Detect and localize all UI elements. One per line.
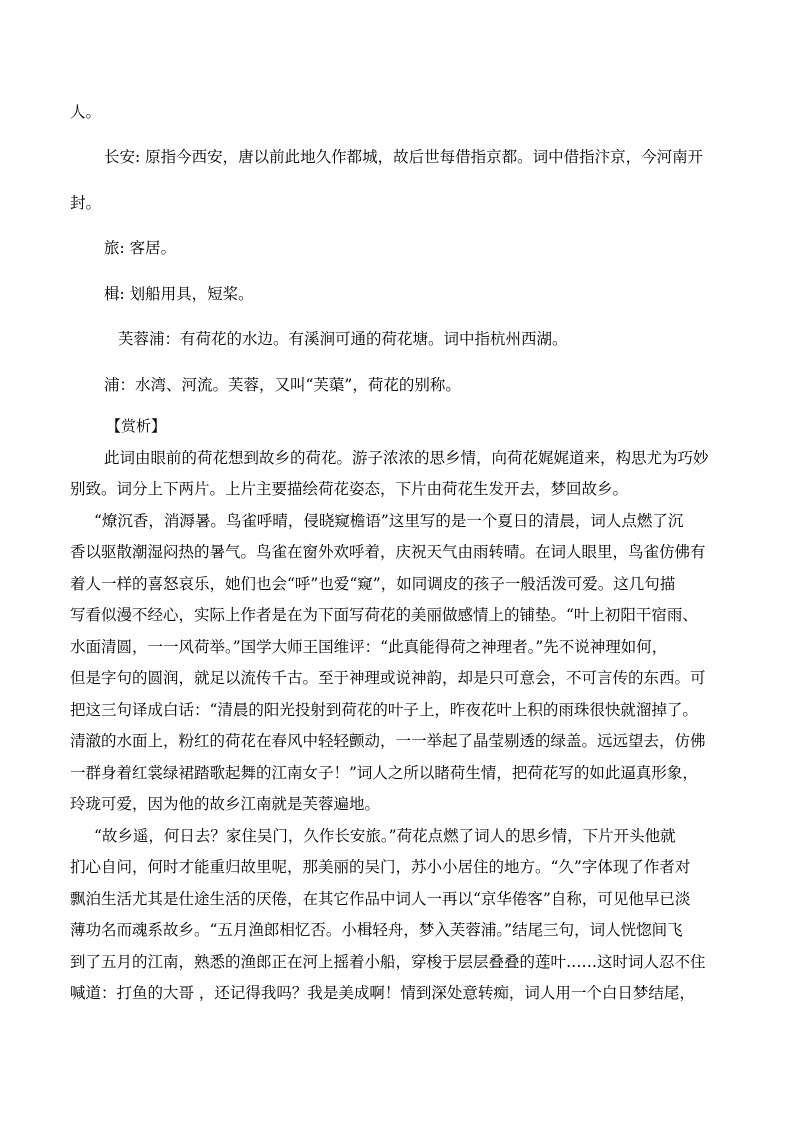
body-line: 写看似漫不经心，实际上作者是在为下面写荷花的美丽做感情上的铺垫。“叶上初阳干宿雨、 (70, 606, 698, 624)
body-line: 一群身着红裳绿裙踏歌起舞的江南女子！”词人之所以睹荷生情，把荷花写的如此逼真形象， (70, 764, 698, 782)
body-line: 飘泊生活尤其是仕途生活的厌倦，在其它作品中词人一再以“京华倦客”自称，可见他早已淡 (70, 890, 691, 908)
body-line: 薄功名而魂系故乡。“五月渔郎相忆否。小楫轻舟，梦入芙蓉浦。”结尾三句，词人恍惚间飞 (70, 921, 683, 939)
note-continuation: 人。 (70, 103, 102, 121)
note-furongpu: 芙蓉浦：有荷花的水边。有溪涧可通的荷花塘。词中指杭州西湖。 (118, 330, 568, 348)
body-line: 玲珑可爱，因为他的故乡江南就是芙蓉遍地。 (70, 795, 381, 813)
note-changan-line2: 封。 (70, 194, 102, 212)
body-line: 着人一样的喜怒哀乐，她们也会“呼”也爱“窥”，如同调皮的孩子一般活泼可爱。这几句描 (70, 575, 676, 593)
note-pu: 浦：水湾、河流。芙蓉，又叫“芙蕖”，荷花的别称。 (104, 376, 461, 394)
body-line: 到了五月的江南，熟悉的渔郎正在河上摇着小船，穿梭于层层叠叠的莲叶……这时词人忍不住 (70, 953, 706, 971)
body-line: 别致。词分上下两片。上片主要描绘荷花姿态，下片由荷花生发开去，梦回故乡。 (70, 480, 629, 498)
section-title: 【赏析】 (106, 417, 167, 435)
body-line: 此词由眼前的荷花想到故乡的荷花。游子浓浓的思乡情，向荷花娓娓道来，构思尤为巧妙 (104, 449, 709, 467)
body-line: 但是字句的圆润，就足以流传千古。至于神理或说神韵，却是只可意会，不可言传的东西。可 (70, 669, 706, 687)
note-ji: 楫: 划船用具，短桨。 (104, 285, 254, 303)
body-line: 香以驱散潮湿闷热的暑气。鸟雀在窗外欢呼着，庆祝天气由雨转晴。在词人眼里，鸟雀仿佛有 (70, 543, 706, 561)
body-line: “故乡遥，何日去？家住吴门，久作长安旅。”荷花点燃了词人的思乡情，下片开头他就 (94, 827, 676, 845)
body-line: 清澈的水面上，粉红的荷花在春风中轻轻颤动，一一举起了晶莹剔透的绿盖。远远望去，仿佛 (70, 732, 706, 750)
body-line: “燎沉香，消溽暑。鸟雀呼晴，侵晓窥檐语”这里写的是一个夏日的清晨，词人点燃了沉 (94, 512, 684, 530)
body-line: 扪心自问，何时才能重归故里呢，那美丽的吴门，苏小小居住的地方。“久”字体现了作者对 (70, 858, 691, 876)
note-lv: 旅: 客居。 (104, 239, 177, 257)
note-changan-line1: 长安: 原指今西安，唐以前此地久作都城，故后世每借指京都。词中借指汴京，今河南开 (104, 148, 704, 166)
body-line: 喊道：打鱼的大哥 ，还记得我吗？我是美成啊！情到深处意转痴，词人用一个白日梦结尾， (70, 984, 695, 1002)
body-line: 水面清圆，一一风荷举。”国学大师王国维评：“此真能得荷之神理者。”先不说神理如何， (70, 638, 668, 656)
body-line: 把这三句译成白话：“清晨的阳光投射到荷花的叶子上，昨夜花叶上积的雨珠很快就溜掉了。 (70, 701, 698, 719)
